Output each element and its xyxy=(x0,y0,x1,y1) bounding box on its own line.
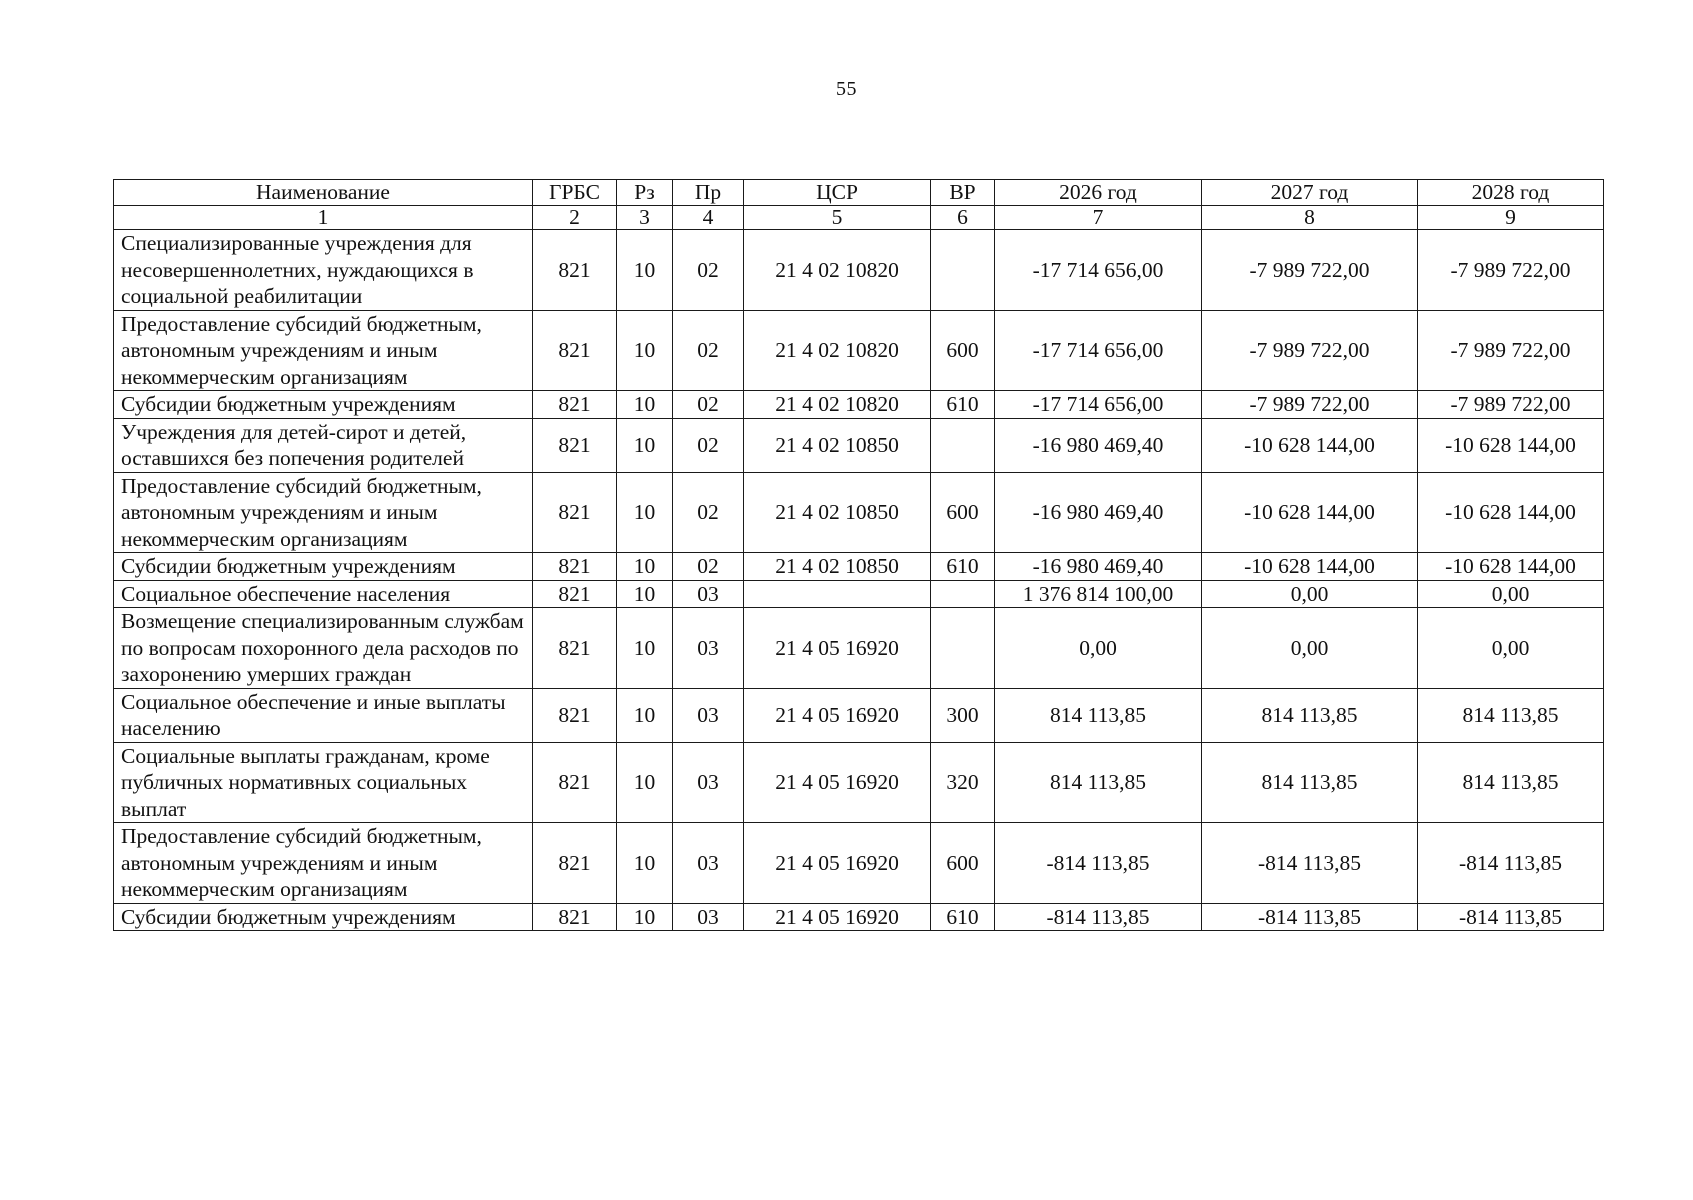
row-rz: 10 xyxy=(617,418,673,472)
row-grbs: 821 xyxy=(533,580,617,608)
row-name: Предоставление субсидий бюджетным, автономным учреждениям и иным некоммерческим организациям xyxy=(114,310,533,391)
row-2027: 814 113,85 xyxy=(1202,742,1418,823)
column-number: 9 xyxy=(1418,206,1604,230)
row-2028: -7 989 722,00 xyxy=(1418,391,1604,419)
header-row xyxy=(114,180,1604,206)
column-number: 1 xyxy=(114,206,533,230)
row-grbs: 821 xyxy=(533,553,617,581)
row-2027: -7 989 722,00 xyxy=(1202,230,1418,311)
table-row xyxy=(114,553,1604,581)
row-vr: 600 xyxy=(931,310,995,391)
row-2028: -814 113,85 xyxy=(1418,903,1604,931)
row-rz: 10 xyxy=(617,391,673,419)
row-2027: -10 628 144,00 xyxy=(1202,472,1418,553)
table-row xyxy=(114,472,1604,553)
row-csr: 21 4 02 10850 xyxy=(744,418,931,472)
row-grbs: 821 xyxy=(533,903,617,931)
column-number: 5 xyxy=(744,206,931,230)
row-grbs: 821 xyxy=(533,742,617,823)
row-2026: -814 113,85 xyxy=(995,903,1202,931)
row-grbs: 821 xyxy=(533,608,617,689)
row-2026: 814 113,85 xyxy=(995,688,1202,742)
header-2028: 2028 год xyxy=(1418,180,1604,206)
row-2027: -10 628 144,00 xyxy=(1202,418,1418,472)
column-number: 4 xyxy=(673,206,744,230)
row-name: Предоставление субсидий бюджетным, автономным учреждениям и иным некоммерческим организациям xyxy=(114,823,533,904)
row-grbs: 821 xyxy=(533,310,617,391)
header-rz: Рз xyxy=(617,180,673,206)
header-name: Наименование xyxy=(114,180,533,206)
row-name: Субсидии бюджетным учреждениям xyxy=(114,391,533,419)
row-2027: 0,00 xyxy=(1202,608,1418,689)
row-pr: 02 xyxy=(673,230,744,311)
row-name: Социальное обеспечение и иные выплаты населению xyxy=(114,688,533,742)
row-2028: -10 628 144,00 xyxy=(1418,418,1604,472)
row-name: Учреждения для детей-сирот и детей, оставшихся без попечения родителей xyxy=(114,418,533,472)
row-2028: -10 628 144,00 xyxy=(1418,472,1604,553)
row-grbs: 821 xyxy=(533,418,617,472)
row-2026: -16 980 469,40 xyxy=(995,418,1202,472)
table-row xyxy=(114,310,1604,391)
table-row xyxy=(114,903,1604,931)
row-pr: 02 xyxy=(673,391,744,419)
row-rz: 10 xyxy=(617,580,673,608)
row-rz: 10 xyxy=(617,472,673,553)
row-2027: -10 628 144,00 xyxy=(1202,553,1418,581)
row-2026: -17 714 656,00 xyxy=(995,310,1202,391)
row-csr: 21 4 02 10850 xyxy=(744,472,931,553)
row-vr xyxy=(931,580,995,608)
row-2027: 0,00 xyxy=(1202,580,1418,608)
header-2027: 2027 год xyxy=(1202,180,1418,206)
row-2028: 0,00 xyxy=(1418,580,1604,608)
row-grbs: 821 xyxy=(533,391,617,419)
column-number: 2 xyxy=(533,206,617,230)
table-row xyxy=(114,823,1604,904)
row-name: Предоставление субсидий бюджетным, автономным учреждениям и иным некоммерческим организациям xyxy=(114,472,533,553)
row-2028: -7 989 722,00 xyxy=(1418,230,1604,311)
column-number: 3 xyxy=(617,206,673,230)
row-pr: 02 xyxy=(673,472,744,553)
row-pr: 02 xyxy=(673,310,744,391)
row-grbs: 821 xyxy=(533,823,617,904)
header-grbs: ГРБС xyxy=(533,180,617,206)
page-number: 55 xyxy=(836,78,857,100)
row-2027: 814 113,85 xyxy=(1202,688,1418,742)
row-2026: 814 113,85 xyxy=(995,742,1202,823)
row-vr: 610 xyxy=(931,553,995,581)
header-pr: Пр xyxy=(673,180,744,206)
row-2027: -814 113,85 xyxy=(1202,903,1418,931)
header-2026: 2026 год xyxy=(995,180,1202,206)
row-csr: 21 4 02 10820 xyxy=(744,310,931,391)
row-2027: -7 989 722,00 xyxy=(1202,310,1418,391)
row-grbs: 821 xyxy=(533,230,617,311)
row-rz: 10 xyxy=(617,823,673,904)
row-rz: 10 xyxy=(617,230,673,311)
column-number: 6 xyxy=(931,206,995,230)
row-vr: 610 xyxy=(931,391,995,419)
row-grbs: 821 xyxy=(533,688,617,742)
row-name: Специализированные учреждения для несовершеннолетних, нуждающихся в социальной реабилитации xyxy=(114,230,533,311)
row-name: Субсидии бюджетным учреждениям xyxy=(114,553,533,581)
row-2026: 0,00 xyxy=(995,608,1202,689)
row-vr: 600 xyxy=(931,823,995,904)
row-grbs: 821 xyxy=(533,472,617,553)
table-row xyxy=(114,580,1604,608)
row-csr: 21 4 02 10820 xyxy=(744,391,931,419)
row-rz: 10 xyxy=(617,903,673,931)
row-vr: 600 xyxy=(931,472,995,553)
row-pr: 03 xyxy=(673,580,744,608)
row-2026: -17 714 656,00 xyxy=(995,391,1202,419)
table-row xyxy=(114,688,1604,742)
budget-table xyxy=(113,179,1604,931)
row-2027: -814 113,85 xyxy=(1202,823,1418,904)
column-number: 8 xyxy=(1202,206,1418,230)
column-number-row xyxy=(114,206,1604,230)
row-name: Социальное обеспечение населения xyxy=(114,580,533,608)
table-row xyxy=(114,391,1604,419)
row-2028: 814 113,85 xyxy=(1418,742,1604,823)
row-csr: 21 4 05 16920 xyxy=(744,608,931,689)
row-pr: 03 xyxy=(673,823,744,904)
row-2026: -17 714 656,00 xyxy=(995,230,1202,311)
row-csr: 21 4 02 10820 xyxy=(744,230,931,311)
row-2028: -10 628 144,00 xyxy=(1418,553,1604,581)
row-pr: 03 xyxy=(673,688,744,742)
row-pr: 03 xyxy=(673,903,744,931)
table-row xyxy=(114,742,1604,823)
row-rz: 10 xyxy=(617,608,673,689)
row-vr: 610 xyxy=(931,903,995,931)
row-name: Возмещение специализированным службам по вопросам похоронного дела расходов по захоронению умерших граждан xyxy=(114,608,533,689)
header-csr: ЦСР xyxy=(744,180,931,206)
row-2026: -16 980 469,40 xyxy=(995,553,1202,581)
row-pr: 03 xyxy=(673,742,744,823)
row-2028: 814 113,85 xyxy=(1418,688,1604,742)
row-csr xyxy=(744,580,931,608)
row-csr: 21 4 05 16920 xyxy=(744,903,931,931)
row-rz: 10 xyxy=(617,553,673,581)
row-2028: -814 113,85 xyxy=(1418,823,1604,904)
row-rz: 10 xyxy=(617,688,673,742)
row-2028: 0,00 xyxy=(1418,608,1604,689)
row-2026: -16 980 469,40 xyxy=(995,472,1202,553)
row-vr xyxy=(931,418,995,472)
row-2028: -7 989 722,00 xyxy=(1418,310,1604,391)
row-csr: 21 4 02 10850 xyxy=(744,553,931,581)
row-pr: 02 xyxy=(673,553,744,581)
table-row xyxy=(114,418,1604,472)
row-vr xyxy=(931,608,995,689)
row-vr: 300 xyxy=(931,688,995,742)
header-vr: ВР xyxy=(931,180,995,206)
row-csr: 21 4 05 16920 xyxy=(744,823,931,904)
row-2027: -7 989 722,00 xyxy=(1202,391,1418,419)
row-pr: 02 xyxy=(673,418,744,472)
table-row xyxy=(114,230,1604,311)
row-vr: 320 xyxy=(931,742,995,823)
row-vr xyxy=(931,230,995,311)
row-rz: 10 xyxy=(617,742,673,823)
row-name: Социальные выплаты гражданам, кроме публичных нормативных социальных выплат xyxy=(114,742,533,823)
table-row xyxy=(114,608,1604,689)
row-rz: 10 xyxy=(617,310,673,391)
row-2026: -814 113,85 xyxy=(995,823,1202,904)
row-pr: 03 xyxy=(673,608,744,689)
column-number: 7 xyxy=(995,206,1202,230)
row-name: Субсидии бюджетным учреждениям xyxy=(114,903,533,931)
row-csr: 21 4 05 16920 xyxy=(744,742,931,823)
row-csr: 21 4 05 16920 xyxy=(744,688,931,742)
row-2026: 1 376 814 100,00 xyxy=(995,580,1202,608)
